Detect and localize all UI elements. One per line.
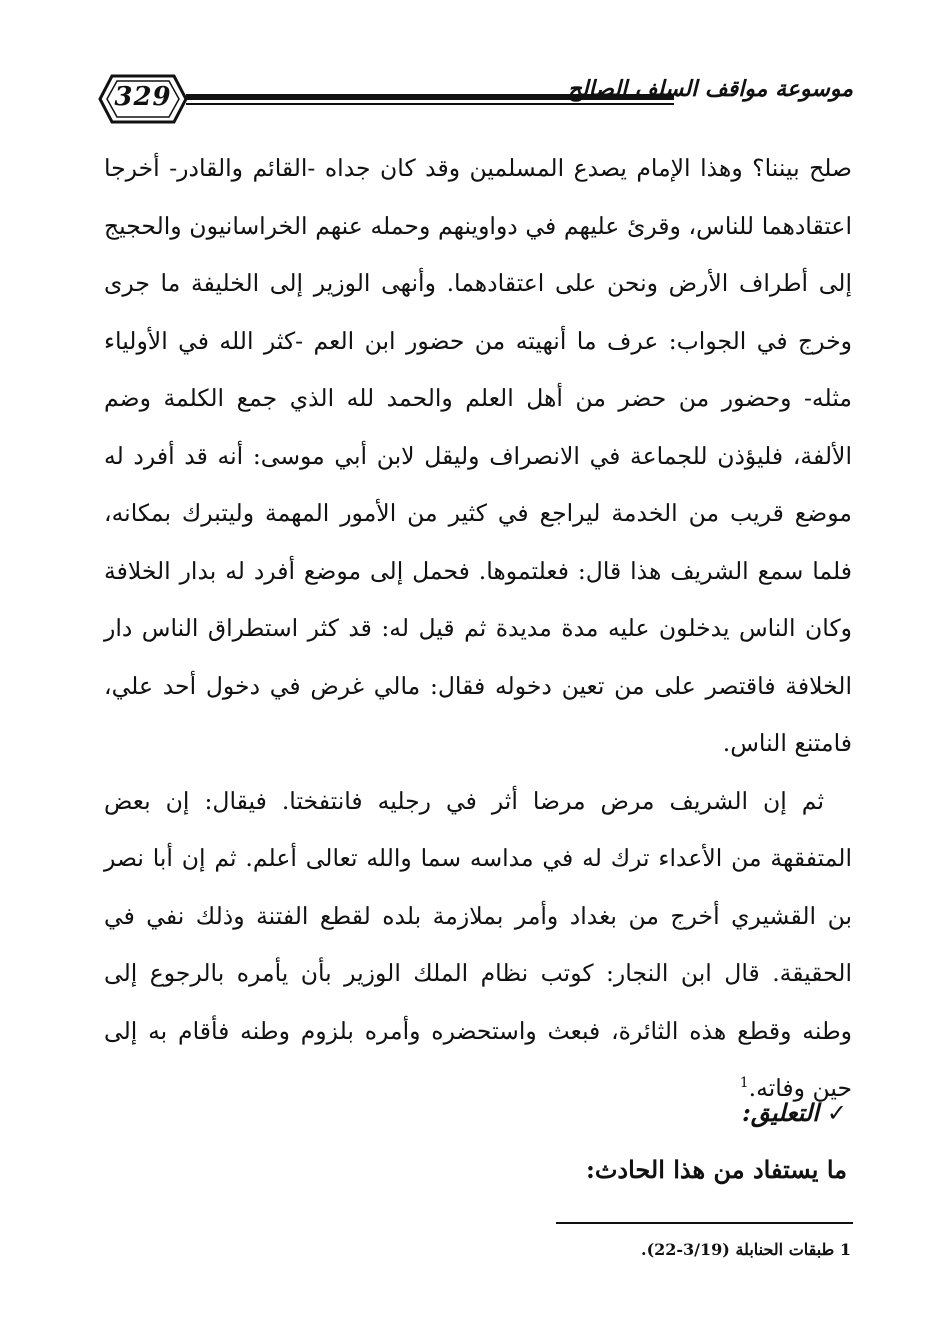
footnote-divider [556, 1222, 853, 1224]
paragraph-1: صلح بيننا؟ وهذا الإمام يصدع المسلمين وقد كان جداه -القائم والقادر- أخرجا اعتقادهما للناس، وقرئ عليهم في دواوينهم وحمله عنهم الخراسانيون والحجيج إلى أطراف الأرض ونحن على اعتقادهما. وأنهى الوزير إلى الخليفة ما جرى وخرج في الجواب: عرف ما أنهيته من حضور ابن العم -كثر الله في الأولياء مثله- وحضور من حضر من أهل العلم والحمد لله الذي جمع الكلمة وضم الألفة، فليؤذن للجماعة في الانصراف وليقل لابن أبي موسى: أنه قد أفرد له موضع قريب من الخدمة ليراجع في كثير من الأمور المهمة وليتبرك بمكانه، فلما سمع الشريف هذا قال: فعلتموها. فحمل إلى موضع أفرد له بدار الخلافة وكان الناس يدخلون عليه مدة مديدة ثم قيل له: قد كثر استطراق الناس دار الخلافة فاقتصر على من تعين دخوله فقال: مالي غرض في دخول أحد علي، فامتنع الناس. [104, 154, 852, 757]
commentary-label: التعليق: [742, 1098, 819, 1127]
check-icon: ✓ [826, 1099, 847, 1127]
footnote [641, 1240, 851, 1259]
commentary-heading [742, 1098, 847, 1127]
footnote-number: 1 [839, 1240, 851, 1259]
page-number: 329 [114, 82, 172, 112]
footnote-text: طبقات الحنابلة (3/19-22). [641, 1240, 835, 1259]
question-line: ما يستفاد من هذا الحادث: [585, 1155, 847, 1184]
paragraph-2-text: ثم إن الشريف مرض مرضا أثر في رجليه فانتفختا. فيقال: إن بعض المتفقهة من الأعداء ترك له في مداسه سما والله تعالى أعلم. ثم إن أبا نصر بن القشيري أخرج من بغداد وأمر بملازمة بلده لقطع الفتنة وذلك نفي في الحقيقة. قال ابن النجار: كوتب نظام الملك الوزير بأن يأمره بالرجوع إلى وطنه وقطع هذه الثائرة، فبعث واستحضره وأمره بلزوم وطنه فأقام به إلى حين وفاته. [104, 786, 852, 1102]
paragraph-2 [104, 773, 852, 1118]
book-title: موسوعة مواقف السلف الصالح [567, 76, 853, 102]
footnote-ref: 1 [739, 1075, 749, 1092]
page-header [98, 70, 853, 130]
page-number-badge [98, 70, 188, 128]
body-text [104, 140, 852, 1118]
